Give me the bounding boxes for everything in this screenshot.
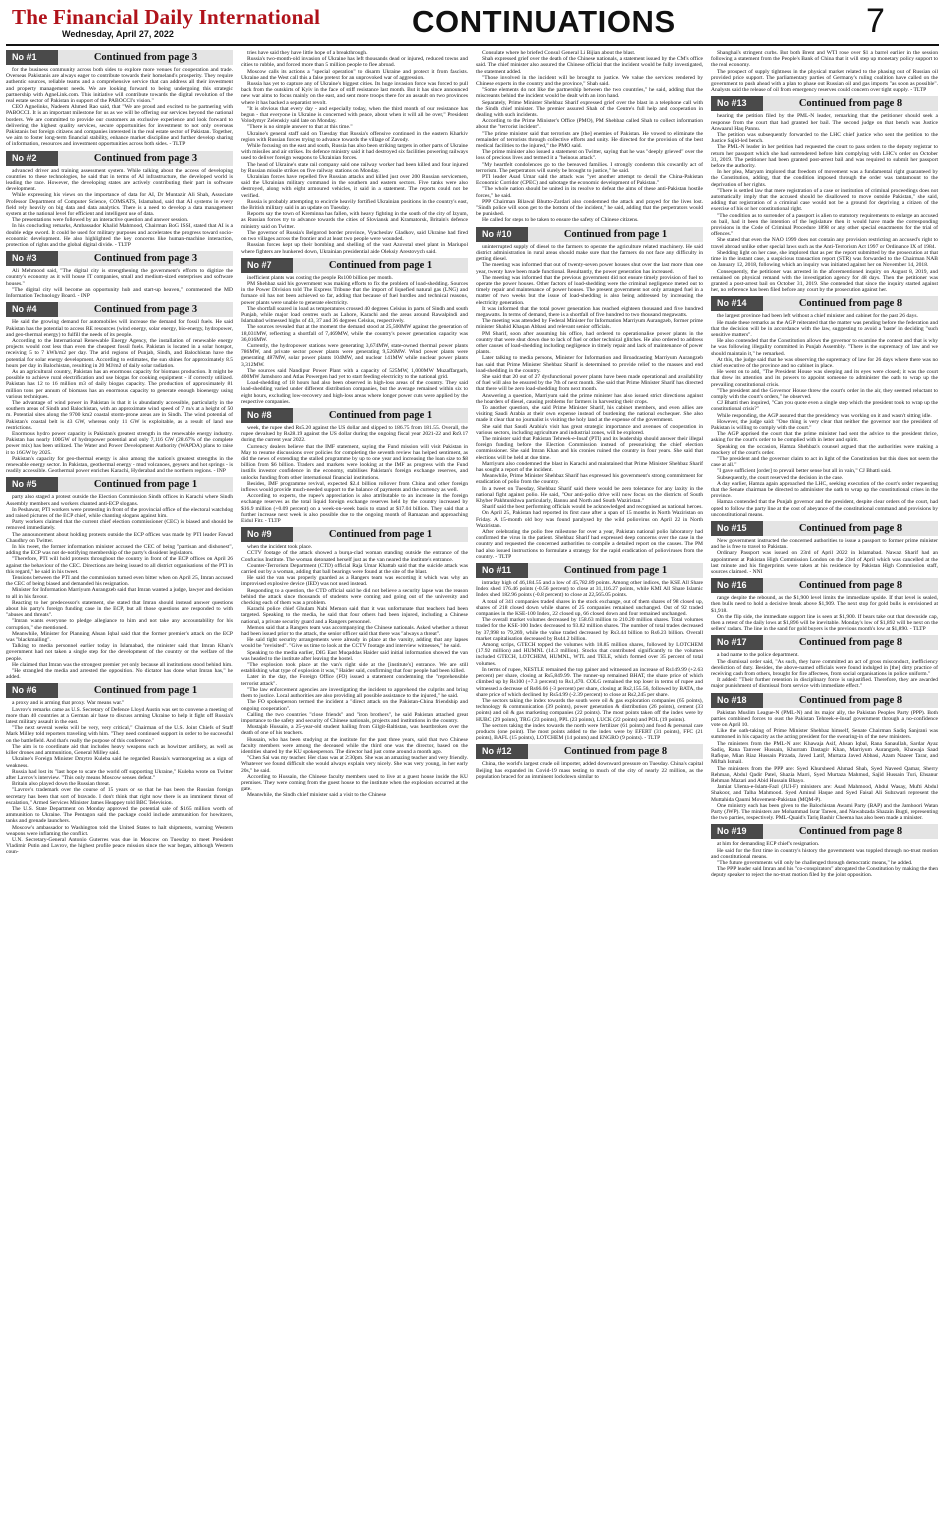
article-body xyxy=(476,244,703,560)
continued-label: Continued from page 1 xyxy=(58,683,233,698)
paragraph: Hamza contended that the Punjab governor and the president, despite clear orders of the court, had opted to follow the party line at the cost of abeyance of the constitutional command and provisions by unconstitutional means. xyxy=(711,499,938,518)
paragraph: Currency dealers believe that the IMF statement, saying the Fund mission will visit Pakistan in May to resume discussions over policies for completing the seventh review has helped sentiment, as did the news of extending the stalled programme by up to one year and increasing the loan size to $8 billion from $6 billion. Traders and markets were looking at the IMF as progress with the Fund instills investor confidence in the economy, stabilises Pakistan's foreign exchange reserves, and unlocks funding from other international financial institutions. xyxy=(241,443,468,481)
paragraph: A day earlier, Hamza again approached the LHC, seeking execution of the court's order requesting that the Senate chairman be directed to administer the oath to wrap up the constitutional crises in the province. xyxy=(711,480,938,500)
paragraph: The meeting was informed that the previous government did not ensure timely provision of fuel to operate the power houses. Other factors of load-shedding were the criminal negligence meted out to timely repair and maintenance of power houses. The present government not only arranged fuel in a matter of two weeks but the issue of load-shedding is also being addressed by increasing the electricity generation. xyxy=(476,274,703,306)
article-number: No #1 xyxy=(6,50,58,65)
article xyxy=(711,296,938,518)
masthead xyxy=(0,0,945,46)
article-number: No #9 xyxy=(241,527,293,542)
paragraph: The shortfall soared in load as temperatures crossed 40 degrees Celsius in parts of Sindh and south Punjab, while major load centres such as Lahore, Karachi and the areas around Rawalpindi and Islamabad witnessed highs of 43, 37 and 36 degrees Celsius, respectively. xyxy=(241,305,468,325)
paragraph: The overall market volumes decreased by 158.63 million to 210.20 million shares. Total volumes traded for the KSE-100 Index decreased to 93.82 million shares. The number of total trades decreased by 37,998 to 79,269, while the value traded decreased by Rs3.44 billion to Rs6.23 billion. Overall market capitalisation decreased by Rs44.2 billion. xyxy=(476,617,703,642)
paragraph: The PPP leader said Imran and his "co-conspirators" abrogated the Constitution by making the then deputy speaker to reject the no-trust motion filed by the joint opposition. xyxy=(711,866,938,879)
article xyxy=(711,693,938,822)
paragraph: As an agricultural country, Pakistan has an enormous capacity for biomass production. It might be possible to achieve rural electrification and use biogas for cooking equipment - if correctly utilized. Pakistan has 12 to 16 million m3 of daily biogas capacity. The production of approximately 81 million tons per annum of biomass has an enormous capacity to generate enough bioenergy using various techniques. xyxy=(6,368,233,400)
column-3 xyxy=(476,50,703,1526)
paragraph: "The law enforcement agencies are investigating the incident to apprehend the culprits and bring them to justice. Local authorities are also providing all possible assistance to the injured," he said. xyxy=(241,686,468,700)
article-number: No #10 xyxy=(476,227,528,242)
column-2 xyxy=(241,50,468,1526)
paragraph: Lavrov's remarks came as U.S. Secretary of Defence Lloyd Austin was set to convene a meeting of more than 40 countries at a German air base to discuss arming Ukraine to help it fight off Russia's latest military assault in the east. xyxy=(6,706,233,726)
article-body xyxy=(711,538,938,575)
paragraph: "The whole nation should be united in its resolve to defeat the aims of these anti-Pakistan hostile forces," he said. xyxy=(476,186,703,199)
paragraph: Besides, IMF programme revival, expected $2.4 billion rollover from China and other foreign inflows would provide much-needed support to the balance of payments and the currency as well. xyxy=(241,480,468,493)
article-header xyxy=(6,477,233,492)
paragraph: Minister for Information Marriyum Aurangzeb said that Imran wanted a judge, lawyer and decision to all in his favour. xyxy=(6,587,233,600)
article-header xyxy=(476,563,703,578)
continued-label: Continued from page 8 xyxy=(763,824,938,839)
paragraph: Russia is probably attempting to encircle heavily fortified Ukrainian positions in the country's east, the British military said in an update on Tuesday. xyxy=(241,198,468,212)
paragraph: She stated that even the NAO 1999 does not contain any provision restricting an accused's right to travel abroad unlike other special laws such as the Anti-Terrorism Act 1997 or Ordinance IX of 1984. xyxy=(711,237,938,250)
paragraph: Meanwhile, the Sindh chief minister said a visit to the Chinese xyxy=(247,792,387,799)
paragraph: CJ Bhatti then inquired, "Can you quote even a single step which the president took to wrap up the constitutional crisis?" xyxy=(711,400,938,413)
paragraph: He said the growing demand for automobiles will increase the demand for fossil fuels. He said Pakistan has the potential to access RE resources (wind energy, solar energy, bio-energy, hydropower, and geo-thermal energy) to fulfill the needs of its people. xyxy=(6,319,233,338)
continued-label: Continued from page 8 xyxy=(763,96,938,111)
paragraph: Meanwhile, Prime Minister Shehbaz Sharif has expressed his government's strong commitment for eradication of polio from the country. xyxy=(476,473,703,486)
paragraph: New government instructed the concerned authorities to issue a passport to former prime minister and he is free to travel to Pakistan. xyxy=(711,538,938,551)
continued-label: Continued from page 3 xyxy=(58,251,233,266)
article-body xyxy=(6,700,233,855)
paragraph: Shedding light on her case, she implored that as per the report submitted by the prosecution at that time in the instant case, a suspicious transaction report (STR) was forwarded to the Chairman NAB on January 12, 2018, following which an inquiry was initiated against her on November 14, 2018. xyxy=(711,249,938,269)
paragraph: On the flip side, the immediate support line is seen at $1,900. If bears take out that downside cap, then a retest of the daily lows at $1,896 will be inevitable. Monday's low of $1,892 will be next on the sellers' radars. The line in the sand for gold buyers is the previous month's low at $1,890. - TLTP xyxy=(711,613,938,633)
article-header xyxy=(6,302,233,317)
paragraph: "The condition as to surrender of a passport is alien to statutory requirements to enlarge an accused on bail, had it been the intention of the legislature then it would have made the corresponding provisions in the Code of Criminal Procedure 1898 or any other special enactments for the trial of offences." xyxy=(711,212,938,238)
paragraph: uninterrupted supply of diesel to the farmers to operate the agriculture related machinery. He said district administration in rural areas should make sure that the farmers do not face any difficulty in getting diesel. xyxy=(476,243,703,263)
article-header xyxy=(711,824,938,839)
article xyxy=(711,578,938,632)
article-body xyxy=(711,313,938,518)
paragraph: Later talking to media persons, Minister for Information and Broadcasting Marriyum Aurangzeb has said that Prime Minister Shehbaz Sharif is determined to provide relief to the masses and end load-shedding in the country. xyxy=(476,355,703,374)
paragraph: Consequently, the petitioner was arrested in the aforementioned inquiry on August 8, 2019, and remained on physical remand with the investigation agency for 48 days. Then the petitioner was granted a post-arrest bail on October 31, 2019. She contended that since the inquiry started against her, no reference has been filed before any court by the prosecution against her. xyxy=(711,268,938,294)
paragraph: It was informed that the total power generation has reached eighteen thousand and five hundred megawatts. In terms of demand, there is a shortfall of five hundred to two thousand megawatts. xyxy=(476,305,703,318)
article-body xyxy=(476,50,703,224)
paragraph: However, the judge said: "One thing is very clear that neither the governor nor the president of Pakistan is willing to comply with the court." xyxy=(711,418,938,431)
paragraph: In Peshawar, PTI workers were protesting in front of the provincial office of the electoral watchdog and raised pictures of the ECP chief, while chanting slogans against him. xyxy=(6,506,233,519)
paragraph: a proxy and is arming that proxy. War means war." xyxy=(12,700,125,707)
continued-label: Continued from page 1 xyxy=(528,563,703,578)
article-body xyxy=(711,652,938,689)
paragraph: Meanwhile, Minister for Planning Ahsan Iqbal said that the former premier's attack on the ECP was "blackmailing". xyxy=(6,630,233,644)
paragraph: A total of 341 companies traded shares in the stock exchange, out of them shares of 98 closed up, shares of 218 closed down while shares of 25 companies remained unchanged. Out of 92 traded companies in the KSE-100 Index, 22 closed up, 66 closed down and four remained unchanged. xyxy=(476,598,703,618)
paragraph: Responding to a question, the CTD official said he did not believe a security lapse was the reason behind the attack since thousands of students were coming and going out of the university and checking each of them was a problem. xyxy=(241,587,468,607)
paragraph: week, the rupee shed Rs5.20 against the US dollar and slipped to 186.75 from 181.55. Overall, the rupee devalued by Rs28.19 against the US dollar during the ongoing fiscal year 2021-22 and Rs9.17 during the current year 2022. xyxy=(241,424,468,444)
continued-label: Continued from page 3 xyxy=(58,302,233,317)
continued-label: Continued from page 8 xyxy=(528,744,703,759)
paragraph: The sources revealed that at the moment the demand stood at 25,500MW against the generation of 18,031MW, reflecting a shortfall of 7,469MW, while the country's power generation capacity was 36,016MW. xyxy=(241,324,468,343)
paragraph: Answering a question, Marriyum said the prime minister has also issued strict directions against the hoarders of diesel, causing problems for farmers in harvesting their crops. xyxy=(476,392,703,405)
paragraph: hearing the petition filed by the PML-N leader, remarking that the petitioner should seek a response from the court that had granted her bail. The second judge on that bench was Justice Anwaarul Haq Pannu. xyxy=(711,113,938,132)
paragraph: Tensions between the PTI and the commission turned even bitter when on April 25, Imran accused the CEC of being biased and demanded his resignation. xyxy=(6,575,233,588)
article xyxy=(6,251,233,299)
paragraph: The presentations were followed by an interactive question and answer session. xyxy=(12,217,189,224)
continued-label: Continued from page 8 xyxy=(763,578,938,593)
paragraph: The governor of Russia's Belgorod border province, Vyacheslav Gladkov, said Ukraine had fired on two villages across the frontier and at least two people were wounded. xyxy=(241,229,468,243)
paragraph: It added: "Their further retention in disciplinary force is unjustified. Therefore, they are awarded major punishment of dismissal from service with immediate effect." xyxy=(711,677,938,690)
paragraph: Memon said that a Rangers team was accompanying the Chinese nationals. Asked whether a threat had been issued prior to the attack, the senior officer said that there was "always a threat". xyxy=(241,624,468,638)
article-body xyxy=(711,710,938,822)
article-body xyxy=(241,544,468,798)
paragraph: at him for demanding ECP chief's resignation. xyxy=(717,841,820,848)
article-body xyxy=(476,580,703,741)
paragraph: "He strangled the media and arrested the opposition. No dictator has done what Imran has," he added. xyxy=(6,668,233,681)
paragraph: Separately, Prime Minister Shehbaz Sharif expressed grief over the blast in a telephone call with the Sindh chief minister. The premier assured Shah of the Centre's full help and cooperation in dealing with such incidents. xyxy=(476,99,703,119)
paragraph: advanced driver and training assessment system. While talking about the access of developing countries to these technologies, he said that in terms of AI infrastructure, the developed world is leading the race. However, the developing states are actively contributing their part in software development. xyxy=(6,167,233,193)
article xyxy=(476,744,703,780)
paragraph: Marriyum also condemned the blast in Karachi and maintained that Prime Minister Shehbaz Sharif has sought a report of the incident. xyxy=(476,460,703,473)
paragraph: He said the van was properly guarded as a Rangers team was escorting it which was why an improvised explosive device (IED) was not used instead. xyxy=(241,575,468,588)
paragraph: Moscow's ambassador to Washington told the United States to halt shipments, warning Western weapons were inflaming the conflict. xyxy=(6,824,233,837)
article xyxy=(711,50,938,93)
paragraph: PM Sharif, soon after assuming his office, had ordered to operationalise power plants in the country that were shut down due to lack of fuel or other technical glitches. He also ordered to address other causes of load-shedding including negligence in timely repair and lack of maintenance of power plants. xyxy=(476,330,703,356)
paragraph: Moscow calls its actions a "special operation" to disarm Ukraine and protect it from fascists. Ukraine and the West call this a false pretext for an unprovoked war of aggression. xyxy=(241,68,468,81)
article-number: No #19 xyxy=(711,824,763,839)
continued-label: Continued from page 8 xyxy=(763,521,938,536)
paragraph: Later in the day, the Foreign Office (FO) issued a statement condemning the "reprehensible terrorist attack". xyxy=(241,674,468,687)
paragraph: The ministers from the PPP are: Syed Khursheed Ahmad Shah, Syed Naveed Qamar, Sherry Rehman, Abdul Qadir Patel, Shazia Marri, Syed Murtaza Mahmud, Sajid Hussain Turi, Ehsanur Rehman Mazari and Abid Hussain Bhayo. xyxy=(711,765,938,784)
paragraph: Mustajab Hussain, a 25-year-old student hailing from Gilgit-Baltistan, was heartbroken over the death of one of his teachers. xyxy=(241,724,468,737)
paragraph: Ordinary Passport was issued on 23rd of April 2022 in Islamabad. Nawaz Sharif had an appointment at Pakistan High Commission London on the 23rd of April which was cancelled at the last minute and his fingerprints were taken at his residence by Pakistan High Commission staff, sources claimed. - NNI xyxy=(711,550,938,576)
paragraph: Reacting to her predecessor's statement, she stated that Imran should instead answer questions about his party's foreign funding case in the ECP, but all those questions are responded to with "abuses and threats". xyxy=(6,599,233,619)
paragraph: "The digital city will become an opportunity hub and start-up heaven," commented the MD Information Technology Board. - INP xyxy=(6,286,233,300)
article-number: No #8 xyxy=(241,408,293,423)
article-number: No #6 xyxy=(6,683,58,698)
paragraph: China, the world's largest crude oil importer, added downward pressure on Tuesday. China's capital Beijing has expanded its Covid-19 mass testing to much of the city of nearly 22 million, as the population braced for an imminent lockdown similar to xyxy=(476,761,703,780)
article-body xyxy=(6,268,233,299)
article xyxy=(711,824,938,878)
article-number: No #5 xyxy=(6,477,58,492)
paragraph: Pakistan Muslim League-N (PML-N) and its major ally, the Pakistan Peoples Party (PPP). Both parties combined forces to oust the Pakistan Tehreek-e-Insaf government through a no-confidence vote on April 10. xyxy=(711,709,938,729)
paragraph: Ukrainian forces have repelled five Russian attacks and killed just over 200 Russian servicemen, said the Ukrainian military command in the southern and eastern sectors. Five tanks were also destroyed, along with eight armoured vehicles, it said in a statement. The reports could not be verified. xyxy=(241,174,468,199)
article-body xyxy=(6,494,233,680)
paragraph: "It is obvious that every day - and especially today, when the third month of our resistance has begun - that everyone in Ukraine is concerned with peace, about when it will all be over," President Volodymyr Zelenskiy said late on Monday. xyxy=(241,105,468,125)
paragraph: According to Hussain, the Chinese faculty members used to live at a guest house inside the KU premises. They were coming from the guest house to the institute when the explosion occurred at the gate. xyxy=(241,773,468,793)
article-number: No #2 xyxy=(6,151,58,166)
paragraph: The petition was subsequently forwarded to the LHC chief justice who sent the petition to the Justice Sajid-led bench. xyxy=(711,132,938,145)
paragraph: "The president and the Governor House threw the court's order in the air, they seemed reluctant to comply with the court's orders," he observed. xyxy=(711,387,938,400)
issue-date: Wednesday, April 27, 2022 xyxy=(62,29,174,39)
paragraph: "The future governments will only be challenged through democratic means," he added. xyxy=(717,859,913,866)
column-1 xyxy=(6,50,233,1526)
paragraph: He called for steps to be taken to ensure the safety of Chinese citizens. xyxy=(482,217,639,224)
paragraph: the largest province had been left without a chief minister and cabinet for the past 26 days. xyxy=(717,313,918,320)
paragraph: Like the oath-taking of Prime Minister Shehbaz himself, Senate Chairman Sadiq Sanjrani was summoned in his capacity as the acting president for the swearing-in of the new ministers. xyxy=(711,728,938,741)
paragraph: The meeting was attended by Federal Minister for Information Marriyum Aurangzeb, former prime minister Shahid Khaqan Abbasi and relevant senior officials. xyxy=(476,318,703,331)
paragraph: tries have said they have little hope of a breakthrough. xyxy=(247,50,368,56)
section-title: CONTINUATIONS xyxy=(412,4,676,39)
paragraph: inefficient plants was costing the people Rs100 billion per month. xyxy=(247,274,393,281)
article-header xyxy=(711,296,938,311)
paragraph: The minister said that Pakistan Tehreek-e-Insaf (PTI) and its leadership should answer their illegal foreign funding before the Election Commission instead of pressurising the chief election commissioner. She said Imran Khan and his cronies ruined the country in four years. She said that elections will be held at due time. xyxy=(476,435,703,461)
paragraph: According to the Prime Minister's Office (PMO), PM Shehbaz called Shah to collect information about the "terrorist incident". xyxy=(476,118,703,131)
paragraph: While responding, the AGP assured that the presidency was working on it and wasn't sitting idle. xyxy=(717,412,932,419)
continued-label: Continued from page 8 xyxy=(763,635,938,650)
paragraph: He made these remarks as the AGP reiterated that the matter was pending before the federation and that the decision will be in accordance with the law, suggesting to avoid a 'haste' in deciding "such sensitive matters". xyxy=(711,319,938,338)
article-number: No #3 xyxy=(6,251,58,266)
article-number: No #17 xyxy=(711,635,763,650)
paragraph: Russia had lost its "last hope to scare the world off supporting Ukraine," Kuleba wrote on Twitter after Lavrov's interview. "This only means Moscow senses defeat." xyxy=(6,768,233,781)
paragraph: Ali Mehmood said, "The digital city is strengthening the government's efforts to digitize the country's economy as it will house IT companies, small and medium-sized enterprises and software houses." xyxy=(6,268,233,287)
article xyxy=(241,258,468,405)
paragraph: He said for the first time in country's history the government was toppled through no-trust motion and constitutional means. xyxy=(711,847,938,860)
paragraph: In his concluding remarks, Ambassador Khalid Mahmood, Chairman BoG ISSI, stated that AI is a double edge sword. It could be used for military purposes and accelerates the progress toward socio-economic development. He also highlighted the key concerns like human-machine interaction, protection of rights and the global digital divide. - TLTP xyxy=(6,223,233,249)
paragraph: He also contended that the Constitution allows the governor to examine the contest and that is why he was following illegality committed in Punjab Assembly. "There is the supremacy of law and we should maintain it," he remarked. xyxy=(711,338,938,357)
article-body xyxy=(711,113,938,293)
article-number: No #14 xyxy=(711,296,763,311)
paragraph: On April 25, Pakistan had reported its first case after a span of 15 months in North Waziristan on Friday. A 15-month old boy was found paralysed by the wild poliovirus on April 22 in North Waziristan. xyxy=(476,510,703,529)
paragraph: She said that 20 out of 27 dysfunctional power plants have been made operational and availability of fuel will also be ensured by the 7th of next month. She said that Prime Minister Sharif has directed that there will be zero load-shedding from next month. xyxy=(476,373,703,393)
paragraph: According to experts, the rupee's appreciation is also attributable to an increase in the foreign exchange reserves as the total liquid foreign exchange reserves held by the country increased by $16.9 million (+0.09 percent) on a week-on-week basis to stand at $17.04 billion. They said that a further increase next week is also possible due to the ongoing month of Ramazan and approaching Eidul Fitr. - TLTP xyxy=(241,493,468,525)
paragraph: The PML-N leader in her petition had requested the court to pass orders to the deputy registrar to return her passport which she had surrendered before him complying with LHC's order on October 31, 2019. The petitioner had been granted post-arrest bail and was required to submit her passport before the authority. xyxy=(711,144,938,170)
paragraph: Shanghai's stringent curbs. But both Brent and WTI rose over $1 a barrel earlier in the session following a statement from the People's Bank of China that it will step up monetary policy support to the real economy. xyxy=(711,50,938,69)
paragraph: Consulate where he briefed Consul General Li Bijian about the blast. xyxy=(482,50,636,56)
article-header xyxy=(6,683,233,698)
paragraph: In a tweet on Tuesday, Shehbaz Sharif said there would be zero tolerance for any laxity in the national fight against polio. He said, "Our anti-polio drive will now focus on the districts of South Khyber Pakhtunkhwa particularly, Bannu and North and South Waziristan." xyxy=(476,485,703,505)
article xyxy=(711,521,938,575)
paragraph: PPP Chairman Bilawal Bhutto-Zardari also condemned the attack and prayed for the lives lost. "Sindh police will soon get to the bottom of the incident," he said, adding that the perpetrators would be punished. xyxy=(476,198,703,218)
paragraph: The ministers from the PML-N are: Khawaja Asif, Ahsan Iqbal, Rana Sanaullah, Sardar Ayaz Sadiq, Rana Tanveer Hussain, Khurram Dastagir Khan, Marriyum Aurangzeb, Khawaja Saad Rafique, Mian Riaz Hussain Pirzada, Javed Latif, Murtaza Javed Abbasi, Azam Nazeer Tarar, and Miftah Ismail. xyxy=(711,740,938,766)
article-header xyxy=(241,527,468,542)
paragraph: He claimed that Imran was the strongest premier yet only because all institutions stood behind him. xyxy=(12,661,233,668)
paragraph: "Therefore, PTI will hold protests throughout the country in front of the ECP offices on April 26 against the behaviour of the CEC. Directions are being issued to all district organisations of the PTI in this regard," he said in his tweet. xyxy=(6,556,233,575)
paragraph: The sectors taking the index towards the north were fertilizer (61 points) and food & personal care products (one point). The most points added to the index were by EFERT (31 points), FFC (21 points), BAFL (15 points), LOTCHEM (14 points) and ENGRO (9 points). - TLTP xyxy=(476,722,703,742)
article-body xyxy=(711,595,938,632)
paragraph: Sharif said the best performing officials would be acknowledged and recognised as national heroes. xyxy=(482,504,703,511)
paragraph: While focusing on the east and south, Russia has also been striking targets in other parts of Ukraine with missiles and air strikes. Its defence ministry said it had destroyed six facilities powering railways used to deliver foreign weapons to Ukrainian forces. xyxy=(241,143,468,162)
article xyxy=(6,477,233,680)
article-number: No #12 xyxy=(476,744,528,759)
paragraph: Reports say the town of Kreminna has fallen, with heavy fighting in the south of the city of Izyum, as Russian forces try to advance towards the cities of Sloviansk and Kramatorsk, Britain's defence ministry said on Twitter. xyxy=(241,211,468,230)
article xyxy=(241,50,468,255)
article-header xyxy=(711,578,938,593)
article-header xyxy=(711,521,938,536)
paragraph: The prospect of supply tightness in the physical market related to the phasing out of Russian oil provided price support. The parliamentary parties of Germany's ruling coalition have called on the government to push ahead with a plan to phase out Russian oil and gas imports "as soon as possible". Analysts said the release of oil from emergency reserves could concern over tight supply. - TLTP xyxy=(711,68,938,94)
article-body xyxy=(711,50,938,93)
article-body xyxy=(241,275,468,405)
paragraph: Enormous hydro power capacity is Pakistan's greatest strength in the renewable energy industry. Pakistan has nearly 100GW of hydropower potential and only 7,116 GW (28.67% of the complete power mix) has been utilized. The Water and Power Development Authority (WAPDA) plans to raise it to 16GW by 2025. xyxy=(6,430,233,456)
article-body xyxy=(6,168,233,249)
paragraph: a bad name to the police department. xyxy=(717,652,799,659)
paragraph: Pakistan's capacity for geo-thermal energy is also among the nation's greatest strengths in the renewable energy sector. In Pakistan, geothermal energy - mud volcanoes, geysers and hot springs - is readily accessible. Geothermal power enriches Karachi, Hyderabad and the northern regions. - INP xyxy=(6,455,233,475)
paragraph: The meeting was informed that out of twenty-seven power houses shut over the last more than one year, twenty have been made functional. Resultantly, the power generation has increased. xyxy=(476,262,703,275)
paragraph: Talking to media personnel earlier today in Islamabad, the minister said that Imran Khan's government had not taken a single step for the development of the country or the welfare of the people. xyxy=(6,643,233,662)
paragraph: At this, the judge said that he was observing the supremacy of law for 26 days where there was no chief executive of the province and no cabinet in place. xyxy=(711,356,938,369)
paragraph: Karachi police chief Ghulam Nabi Memon said that it was unfortunate that teachers had been targeted. Speaking to the media, he said that four others had been injured, including a Chinese national, a private security guard and a Rangers personnel. xyxy=(241,606,468,625)
continued-label: Continued from page 1 xyxy=(58,477,233,492)
paragraph: Ukraine's Foreign Minister Dmytro Kuleba said he regarded Russia's warmongering as a sign of weakness. xyxy=(6,756,233,769)
paragraph: The head of Ukraine's state rail company said one railway worker had been killed and four injured by Russian missile strikes on five railway stations on Monday. xyxy=(241,161,468,174)
article-number: No #11 xyxy=(476,563,528,578)
paragraph: The announcement about holding protests outside the ECP offices was made by PTI leader Fawad Chaudhry on Twitter. xyxy=(6,531,233,544)
paragraph: range despite the rebound, as the $1,900 level limits the immediate upside. If that level is sealed, then bulls need to hold a decisive break above $1,909. The next stop for gold bulls is envisioned at $1,918. xyxy=(711,595,938,614)
article-header xyxy=(6,151,233,166)
article xyxy=(711,96,938,293)
paragraph: Jamiat Ulema-e-Islam-Fazl (JUI-F) ministers are: Asad Mahmood, Abdul Wasay, Mufti Abdul Shakoor, and Talha Mahmood. Syed Aminul Haque and Syed Faisal Ali Subzwari represent the Muttahida Qaumi Movement-Pakistan (MQM-P). xyxy=(711,784,938,803)
article-number: No #13 xyxy=(711,96,763,111)
paragraph: CCTV footage of the attack showed a burqa-clad woman standing outside the entrance of the Confucius Institute. The woman detonated herself just as the van neared the institute's entrance. xyxy=(241,550,468,563)
paragraph: when the incident took place. xyxy=(247,544,313,551)
article-header xyxy=(476,744,703,759)
paragraph: "Lavrov's trademark over the course of 15 years or so that he has been the Russian foreign secretary has been that sort of bravado. I don't think that right now there is an imminent threat of escalation," Armed Services Minister James Heappey told BBC Television. xyxy=(6,787,233,806)
paragraph: He went on to add, "The President House was sleeping and its eyes were closed; it was the court that drew its attention and its powers to appoint someone to administer the oath to wrap up the prevailing constitutional crisis. xyxy=(711,369,938,388)
article-header xyxy=(241,408,468,423)
article-header xyxy=(6,50,233,65)
article xyxy=(241,527,468,798)
paragraph: The dismissal order said, "As such, they have committed an act of gross misconduct, inefficiency dereliction of duty. Besides, the above-named officials were found indulged in [the] dirty practice of receiving cash from others, brought for fire affectees, from social organisations in police uniform." xyxy=(711,658,938,678)
columns xyxy=(6,50,939,1526)
paragraph: PTI leader Asad Umar said the attack was "yet another attempt to derail the China-Pakistan Economic Corridor (CPEC) and sabotage the economic development of Pakistan." xyxy=(476,174,703,187)
paragraph: U.N. Secretary-General Antonio Guterres was due in Moscow on Tuesday to meet President Vladimir Putin and Lavrov, the highest profile peace mission since the war began, although Western coun- xyxy=(6,836,233,856)
paragraph: She said that Saudi Arabia's visit has great strategic importance and avenues of cooperation in various sectors, including agriculture and industrial zones, will be explored. xyxy=(476,423,703,436)
column-4 xyxy=(711,50,938,1526)
paragraph: "There is settled law that mere registration of a case or institution of criminal proceedings does not automatically imply that the accused should be disallowed to move outside Pakistan," she said, adding that registration of a criminal case would not be a ground for depriving a citizen of the exercise of his or her constitutional right. xyxy=(711,187,938,213)
article xyxy=(711,635,938,689)
article-body xyxy=(241,50,468,255)
paragraph: To another question, she said Prime Minister Sharif, his cabinet members, and even allies are visiting Saudi Arabia at their own expense instead of burdening the national exchequer. She also made it clear that no journalist is visiting the holy land at the expense of the government. xyxy=(476,404,703,424)
paragraph: PM Shehbaz said his government was making efforts to fix the problem of load-shedding. Sources in the Power Division told The Express Tribune that the import of liquefied natural gas (LNG) and furnace oil has not been achieved so far, adding that because of fuel hurdles and technical reasons, power plants were unable to generate electricity. xyxy=(241,280,468,306)
paragraph: Speaking to the media earlier, DIG East Muqaddas Haider said initial information showed the van was headed to the institute after leaving the hostel. xyxy=(241,649,468,662)
paragraph: Load-shedding of 18 hours had also been observed in high-loss areas of the country. They said load-shedding varied under different distribution companies, but the average remained within six to eight hours, excluding low-recovery and high-loss areas where longer power cuts were applied by the respective companies. xyxy=(241,380,468,405)
paragraph: Currently, the hydropower stations were generating 3,674MW, state-owned thermal power plants 786MW, and private sector power plants were generating 9,526MW. Wind power plants were generating 487MW, solar power plants 104MW, and nuclear 141MW while nuclear power plants 3,312MW. xyxy=(241,342,468,368)
paragraph: "Those involved in the incident will be brought to justice. We value the services rendered by Chinese experts in the country and the province," Shah said. xyxy=(476,74,703,88)
article xyxy=(476,227,703,560)
article-number: No #18 xyxy=(711,693,763,708)
paragraph: In his tweet, the former information minister accused the CEC of being "partisan and dishonest", adding the ECP was not de-notifying membership of the party's dissident legislators. xyxy=(6,544,233,557)
article xyxy=(241,408,468,524)
paragraph: Russian forces kept up their bombing and shelling of the vast Azovstal steel plant in Mariupol where fighters are hunkered down, Ukrainian presidential aide Oleksiy Arestovych said. xyxy=(241,242,468,255)
paragraph: for the business community across both sides to explore more venues for cooperation and trade. Overseas Pakistanis are always eager to contribute towards their homeland's prosperity. They require authentic sources, reliable teams and a comprehensive service that can address all their investment and property management needs. We are looking forward to being undergoing this strategic partnership with AgneLink.com. This initiative will contribute towards the digital revolution of the real estate sector of Pakistan in support of the PABOCCI's vision." xyxy=(6,67,233,105)
article-header xyxy=(711,635,938,650)
paragraph: The prime minister also issued a statement on Twitter, saying that he was "deeply grieved" over the loss of precious lives and termed it a "heinous attack". xyxy=(476,149,703,162)
paragraph: "My heartfelt condolences go to the bereaved families. I strongly condemn this cowardly act of terrorism. The perpetrators will surely be brought to justice," he said. xyxy=(476,161,703,174)
continued-label: Continued from page 8 xyxy=(763,296,938,311)
paragraph: The sources said Nandipur Power Plant with a capacity of 525MW, 1,000MW Muzaffargarh, 400MW Jamshoro and Atlas Powergen had yet to start feeding electricity to the national grid. xyxy=(241,367,468,380)
paragraph: According to the International Renewable Energy Agency, the installation of renewable energy projects would cost less than even the cheapest fossil fuels. Pakistan is located in a solar hotspot, receiving 5 to 7 kWh/m2 per day. The arid regions of Punjab, Sindh, and Balochistan have the potential for solar energy development. According to estimates, the sun shines for approximately 8.5 hours per day in Balochistan, resulting in 20 MJ/m2 of daily solar radiation. xyxy=(6,337,233,369)
paragraph: "The explosion took place at the van's right side at the [institute's] entrance. We are still establishing what type of explosion it was," Haider said, confirming that four people had been killed. xyxy=(241,662,468,675)
article-number: No #16 xyxy=(711,578,763,593)
paragraph: Calling the two countries "close friends" and "iron brothers", he said Pakistan attached great importance to the safety and security of Chinese nationals, projects and institutions in the country. xyxy=(241,711,468,724)
article-header xyxy=(711,96,938,111)
paragraph: Russia has yet to capture any of Ukraine's biggest cities. Its huge invasion force was forced to pull back from the outskirts of Kyiv in the face of stiff resistance last month. But it has since announced new war aims to focus mainly on the east, and sent more troops there for an assault on two provinces where it has backed a separatist revolt. xyxy=(241,81,468,106)
paragraph: The sectors taking the index towards the south were oil & gas exploration companies (65 points), technology & communication (39 points), power generation & distribution (26 points), cement (33 points) and oil & gas marketing companies (22 points). The most points taken off the index were by HUBC (29 points), TRG (23 points), PPL (23 points), LUCK (22 points) and POL (19 points). xyxy=(476,697,703,723)
article-body xyxy=(241,425,468,524)
article-header xyxy=(711,693,938,708)
paragraph: In her plea, Maryam implored that freedom of movement was a fundamental right guaranteed by the Constitution, adding, that the condition imposed through the order was tantamount to the deprivation of her rights. xyxy=(711,169,938,188)
continued-label: Continued from page 3 xyxy=(58,151,233,166)
page-number: 7 xyxy=(866,2,885,40)
paragraph: After celebrating the polio free milestone for over a year, Pakistan national polio laboratory had confirmed the virus in the patient. Shehbaz Sharif had expressed deep concerns over the case in the country and requested the concerned authorities to compile a detailed report on the causes. The PM had also issued instructions to formulate a strategy for the rapid eradication of polioviruses from the country. - TLTP xyxy=(476,529,703,560)
paragraph: Britain also played down the Russian threat. xyxy=(12,781,111,788)
article xyxy=(6,50,233,148)
paragraph: Ukraine's general staff said on Tuesday that Russia's offensive continued in the eastern Kharkiv region with Russian forces trying to advance towards the village of Zavody. xyxy=(241,130,468,143)
article-header xyxy=(476,227,703,242)
paragraph: The U.S. State Department on Monday approved the potential sale of $165 million worth of ammunition to Ukraine. The Pentagon said the package could include ammunition for howitzers, tanks and grenade launchers. xyxy=(6,805,233,825)
paragraph: party also staged a protest outside the Election Commission Sindh offices in Karachi where Sindh Assembly members and workers chanted anti-ECP slogans. xyxy=(6,494,233,507)
continued-label: Continued from page 1 xyxy=(293,258,468,273)
paragraph: Party workers claimed that the current chief election commissioner (CEC) is biased and should be removed immediately. xyxy=(6,519,233,532)
article xyxy=(476,50,703,224)
article xyxy=(6,302,233,474)
continued-label: Continued from page 1 xyxy=(528,227,703,242)
article-header xyxy=(241,258,468,273)
paragraph: Counter-Terrorism Department (CTD) official Raja Umar Khattab said that the suicide attack was carried out by a woman, adding that ball bearings were found at the site of the blast. xyxy=(241,562,468,576)
paragraph: One ministry each has been given to the Balochistan Awami Party (BAP) and the Jamhoori Watan Party (JWP). The ministers are Mohammad Israr Tareen, and Nawabzada Shazain Bugti, representing the two parties, respectively. PML-Quaid's Tariq Bashir Cheema has also been made a minister. xyxy=(711,802,938,822)
article xyxy=(6,151,233,249)
article-body xyxy=(6,319,233,474)
continued-label: Continued from page 1 xyxy=(293,527,468,542)
newspaper-title: The Financial Daily International xyxy=(12,5,321,29)
paragraph: Among scrips, GTECH topped the volumes with 18.85 million shares, followed by LOTCHEM (17.92 million) and HUMNL (14.3 million). Stocks that contributed significantly to the volumes included GTECH, LOTCHEM, HUMNL, WTL and TELE, which formed over 35 percent of total volumes. xyxy=(476,642,703,667)
paragraph: He said tight security arrangements were already in place at the varsity, adding that any lapses would be "revisited". "Give us time to look at the CCTV footage and interview witnesses," he said. xyxy=(241,637,468,650)
paragraph: The AGP apprised the court that the prime minister had sent the advice to the president thrice, asking for the court's order to be complied with in letter and spirit. xyxy=(711,431,938,444)
paragraph: "There is no simple answer to that at this time." xyxy=(247,124,353,131)
paragraph: "The next several weeks will be very, very critical," Chairman of the U.S. Joint Chiefs of Staff Mark Milley told reporters traveling with him. "They need continued support in order to be successful on the battlefield. And that's really the purpose of this conference." xyxy=(6,725,233,744)
paragraph: Subsequently, the court reserved the decision in the case. xyxy=(717,474,844,481)
article-number: No #4 xyxy=(6,302,58,317)
paragraph: "The president and the governor claim to act in light of the Constitution but this does not seem the case at all." xyxy=(711,455,938,469)
paragraph: "Chen Sai was my teacher. Her class was at 2:30pm. She was an amazing teacher and very friendly. Whatever we found difficult she would always explain very nicely. She was very young, in her early 20s," he said. xyxy=(241,755,468,774)
paragraph: The advantage of wind power in Pakistan is that it is abundantly accessible, particularly in the southern areas of Sindh and Balochistan, with an approximate wind speed of 7 m/s at a height of 50 m. Potential sites along the 9700 km2 coastal storm-prone areas are in Sindh. The wind potential of Pakistan's coastal belt is 43 GW, whereas only 11 GW is exploitable, as a result of land use restrictions. xyxy=(6,399,233,431)
paragraph: "Imran wants everyone to pledge allegiance to him and not take any accountability for his corruption," she mentioned. xyxy=(6,618,233,631)
paragraph: Shah expressed grief over the death of the Chinese nationals, a statement issued by the CM's office said. The chief minister also assured the Chinese official that the incident would be fully investigated, the statement added. xyxy=(476,56,703,75)
paragraph: Russia's two-month-old invasion of Ukraine has left thousands dead or injured, reduced towns and cities to rubble, and forced more than 5 million people to flee abroad. xyxy=(241,56,468,69)
paragraph: While expressing his views on the importance of data for AI, Dr Muntazir Ali Shah, Associate Professor Department of Computer Science, COMSATS, Islamabad, said that AI systems in every field rely heavily on big data and data analytics. There is a need to develop a data management system at the national level for efficient and intelligent use of data. xyxy=(6,192,233,218)
paragraph: Speaking on the occasion, Hamza Shehbaz's counsel argued that the authorities were making a mockery of the court's order. xyxy=(711,443,938,456)
article-number: No #15 xyxy=(711,521,763,536)
paragraph: "I gave sufficient [order] to prevail better sense but all in vain," CJ Bhatti said. xyxy=(717,468,892,475)
paragraph: intraday high of 46,184.55 and a low of 45,782.89 points. Among other indices, the KSE All Share Index shed 176.46 points (-0.56 percent) to close at 31,116.27 points, while KMI All Share Islamic Index shed 182.96 points (-0.8 percent) to close at 22,565.05 points. xyxy=(476,580,703,599)
article xyxy=(476,563,703,741)
article-header xyxy=(6,251,233,266)
continued-label: Continued from page 1 xyxy=(293,408,468,423)
article-body xyxy=(711,841,938,878)
paragraph: CEO Agnelinks, Nadeem Ahmed Rao said, that "We are proud and excited to be partnering with PABOCCI. It is an important milestone for us as we will be offering our services beyond the national borders. We are committed to provide our customers an exclusive experience and look forward to delivering the highest quality services, secure opportunities for investment to not only overseas Pakistanis but foreign citizens and companies interested in the real estate sector of Pakistan. Together, we aim to foster long-term financial stability, enhance market discipline and further develop sharing of information, resources and investment opportunities across both sides. - TLTP xyxy=(6,104,233,148)
paragraph: The FO spokesperson termed the incident a "direct attack on the Pakistan-China friendship and ongoing cooperation". xyxy=(241,699,468,712)
article xyxy=(6,683,233,855)
paragraph: The aim is to coordinate aid that includes heavy weapons such as howitzer artillery, as well as killer drones and ammunition, General Milley said. xyxy=(6,743,233,757)
continued-label: Continued from page 8 xyxy=(763,693,938,708)
paragraph: "The prime minister said that terrorists are [the] enemies of Pakistan. He vowed to eliminate the remainder of terrorists through collective efforts and unity. He directed for the provision of the best medical facilities to the injured," the PMO said. xyxy=(476,130,703,150)
continued-label: Continued from page 3 xyxy=(58,50,233,65)
paragraph: "Some elements do not like the partnership between the two countries," he said, adding that the miscreants behind the incident would be dealt with an iron hand. xyxy=(476,87,703,100)
paragraph: Hussain, who has been studying at the institute for the past three years, said that two Chinese faculty members were among the deceased while the third one was the director, based on the identities shared by the KU spokesperson. The director had just come around a month ago. xyxy=(241,736,468,755)
paragraph: In terms of rupee, NESTLE remained the top gainer and witnessed an increase of Rs149.99 (+2.63 percent) per share, closing at Rs5,849.99. The runner-up remained BHAT, the share price of which climbed up by Rs100 (+7.3 percent) to Rs1,470. COLG remained the top loser in terms of rupee and witnessed a decrease of Rs66.66 (-3 percent) per share, closing at Rs2,155.56, followed by BATA, the share price of which declined by Rs54.99 (-2.39 percent) to close at Rs2,245 per share. xyxy=(476,666,703,698)
article-body xyxy=(476,761,703,780)
masthead-rule xyxy=(6,44,939,46)
article-number: No #7 xyxy=(241,258,293,273)
article-body xyxy=(6,67,233,148)
